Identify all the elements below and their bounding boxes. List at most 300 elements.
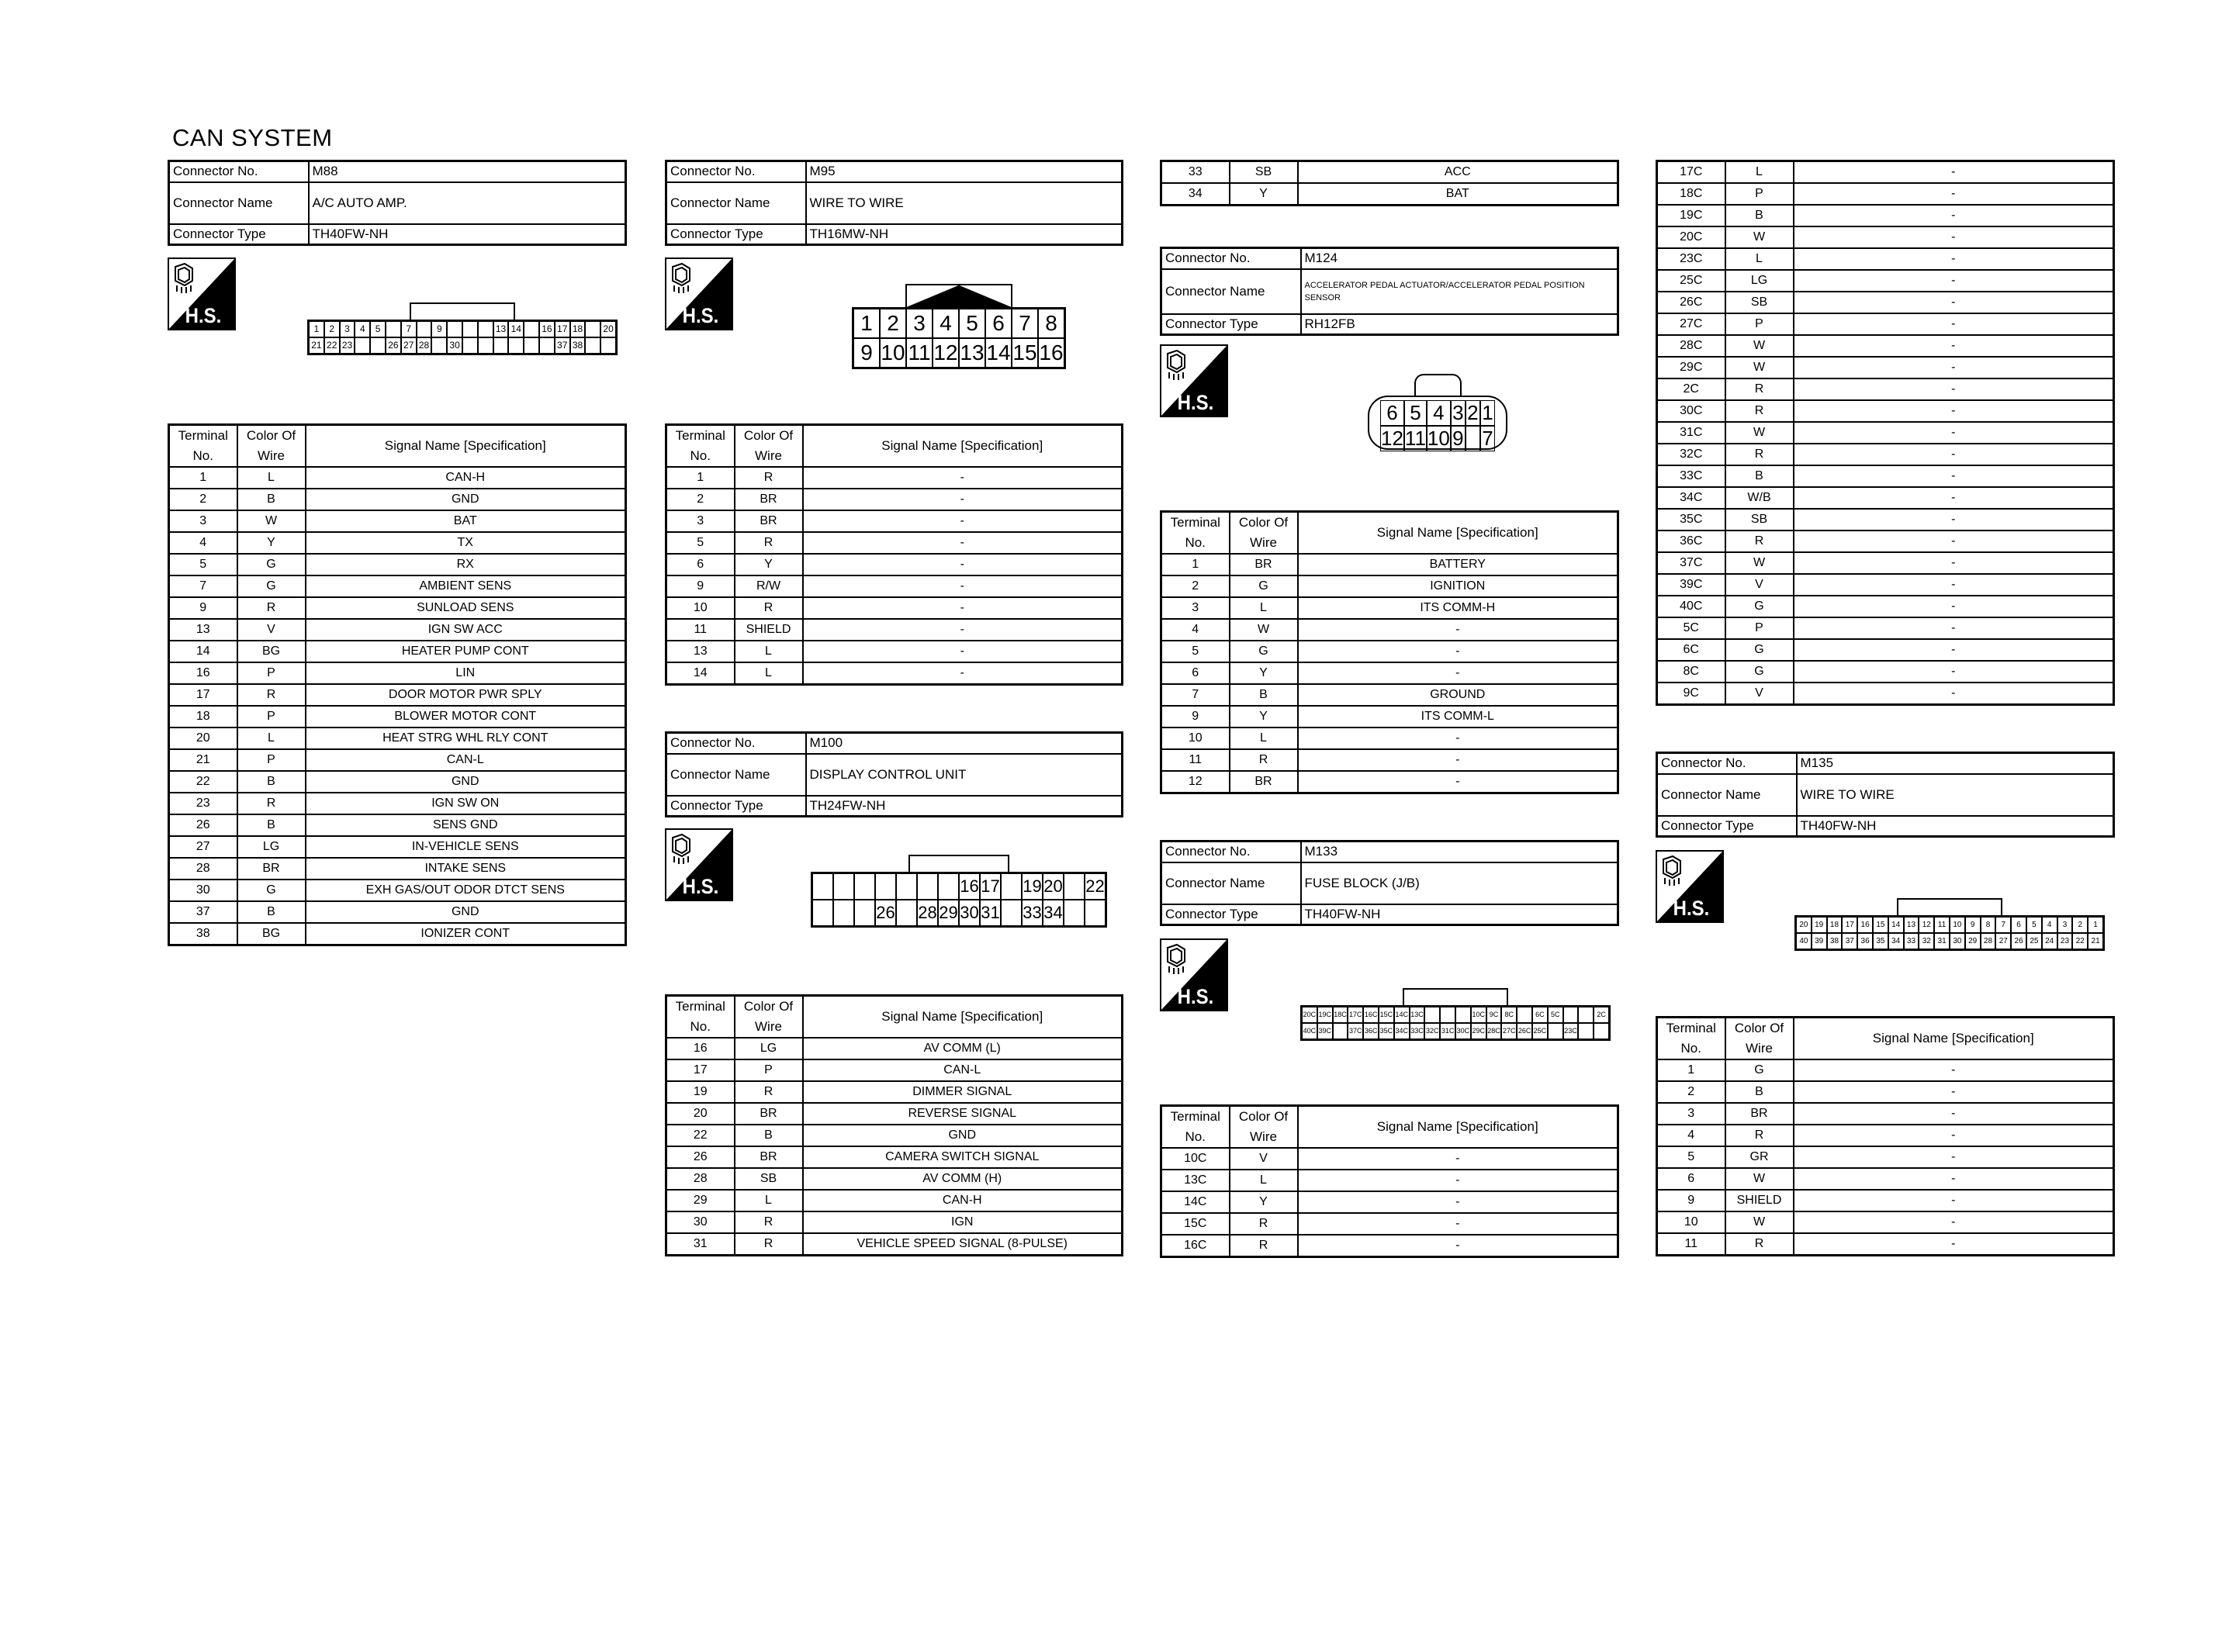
terminal-cavity: 26 bbox=[2011, 933, 2026, 949]
signal-name: BATTERY bbox=[1298, 554, 1618, 575]
connector-type: TH16MW-NH bbox=[806, 224, 1123, 245]
wire-color: Y bbox=[1230, 1191, 1298, 1213]
signal-name: - bbox=[803, 662, 1123, 685]
terminal-no: 40C bbox=[1657, 596, 1725, 617]
signal-name: BLOWER MOTOR CONT bbox=[306, 706, 626, 728]
terminal-cavity bbox=[1064, 900, 1085, 926]
terminal-cavity: 8 bbox=[1038, 309, 1064, 338]
terminal-cavity bbox=[1578, 1007, 1594, 1023]
terminal-no: 5 bbox=[1161, 641, 1230, 662]
signal-name: - bbox=[1794, 552, 2114, 574]
terminal-no: 33C bbox=[1657, 465, 1725, 487]
connector-no: M95 bbox=[806, 161, 1123, 182]
signal-name: - bbox=[1794, 226, 2114, 248]
label-connector-name: Connector Name bbox=[1161, 269, 1301, 314]
signal-name: - bbox=[803, 619, 1123, 641]
terminal-no: 6 bbox=[1657, 1168, 1725, 1190]
terminal-no: 2 bbox=[1657, 1081, 1725, 1103]
signal-name: - bbox=[1794, 574, 2114, 596]
wire-color: BR bbox=[237, 858, 306, 880]
wire-color: P bbox=[1725, 313, 1794, 335]
signal-name: - bbox=[1794, 1233, 2114, 1256]
terminal-cavity: 20 bbox=[1043, 873, 1064, 900]
signal-name: - bbox=[1794, 683, 2114, 705]
wire-color: BR bbox=[735, 510, 803, 532]
terminal-no: 4 bbox=[1657, 1125, 1725, 1146]
signal-name: IONIZER CONT bbox=[306, 923, 626, 945]
terminal-no: 11 bbox=[1657, 1233, 1725, 1256]
connector-no: M100 bbox=[806, 733, 1123, 754]
terminal-no: 12 bbox=[1161, 771, 1230, 793]
signal-name: - bbox=[1794, 378, 2114, 400]
label-connector-name: Connector Name bbox=[169, 182, 309, 224]
header-terminal-no: Terminal No. bbox=[666, 425, 735, 468]
terminal-no: 6C bbox=[1657, 639, 1725, 661]
terminal-cavity: 1 bbox=[1480, 400, 1495, 426]
signal-name: BAT bbox=[1298, 183, 1618, 206]
terminal-no: 7 bbox=[1161, 684, 1230, 706]
terminal-table-m133-continued bbox=[1160, 160, 1619, 206]
terminal-cavity: 19C bbox=[1317, 1007, 1333, 1023]
connector-name: ACCELERATOR PEDAL ACTUATOR/ACCELERATOR PEDAL POSITION SENSOR bbox=[1301, 269, 1618, 314]
table-row bbox=[666, 1038, 1123, 1059]
wire-color: R bbox=[735, 1081, 803, 1103]
terminal-cavity: 5 bbox=[1404, 400, 1427, 426]
wire-color: G bbox=[1230, 575, 1298, 597]
connector-info-m135 bbox=[1656, 752, 2115, 838]
terminal-cavity: 14C bbox=[1394, 1007, 1410, 1023]
table-row bbox=[666, 1081, 1123, 1103]
header-signal-name: Signal Name [Specification] bbox=[803, 996, 1123, 1039]
terminal-cavity: 28 bbox=[417, 337, 432, 354]
terminal-no: 9 bbox=[1161, 706, 1230, 728]
table-row bbox=[1657, 205, 2114, 226]
table-row bbox=[1657, 1081, 2114, 1103]
signal-name: IGN SW ACC bbox=[306, 619, 626, 641]
terminal-cavity-grid bbox=[1300, 1005, 1611, 1041]
terminal-cavity: 19 bbox=[1022, 873, 1043, 900]
terminal-cavity-grid bbox=[307, 320, 618, 355]
terminal-no: 16C bbox=[1161, 1235, 1230, 1257]
wire-color: B bbox=[1725, 1081, 1794, 1103]
table-row bbox=[1161, 161, 1618, 184]
wire-color: R bbox=[237, 597, 306, 619]
terminal-cavity bbox=[1578, 1023, 1594, 1039]
label-connector-no: Connector No. bbox=[1161, 248, 1301, 269]
terminal-cavity: 4 bbox=[933, 309, 959, 338]
terminal-cavity bbox=[1517, 1007, 1532, 1023]
terminal-cavity: 16 bbox=[1038, 338, 1064, 368]
table-row bbox=[1657, 226, 2114, 248]
header-terminal-no: Terminal No. bbox=[666, 996, 735, 1039]
wire-color: B bbox=[237, 489, 306, 510]
signal-name: GND bbox=[306, 771, 626, 793]
terminal-no: 29C bbox=[1657, 357, 1725, 378]
terminal-cavity bbox=[938, 873, 959, 900]
connector-name: WIRE TO WIRE bbox=[806, 182, 1123, 224]
terminal-no: 4 bbox=[169, 532, 237, 554]
table-row bbox=[169, 684, 626, 706]
terminal-no: 9 bbox=[1657, 1190, 1725, 1211]
wire-color: G bbox=[1725, 639, 1794, 661]
wire-color: R bbox=[735, 532, 803, 554]
wire-color: P bbox=[1725, 617, 1794, 639]
terminal-cavity: 14 bbox=[1888, 917, 1904, 933]
table-row bbox=[1657, 444, 2114, 465]
connector-info-m100 bbox=[665, 731, 1123, 817]
table-row bbox=[666, 1125, 1123, 1146]
connector-face-m88 bbox=[307, 302, 618, 355]
signal-name: - bbox=[1794, 183, 2114, 205]
terminal-cavity: 12 bbox=[1381, 427, 1403, 450]
wire-color: V bbox=[1230, 1148, 1298, 1170]
table-row bbox=[666, 554, 1123, 575]
terminal-cavity: 9 bbox=[431, 321, 447, 337]
terminal-cavity: 22 bbox=[1085, 873, 1106, 900]
signal-name: - bbox=[803, 641, 1123, 662]
wire-color: R bbox=[735, 1233, 803, 1256]
signal-name: - bbox=[1298, 1235, 1618, 1257]
table-row bbox=[169, 619, 626, 641]
terminal-cavity: 2C bbox=[1594, 1007, 1609, 1023]
wire-color: P bbox=[1725, 183, 1794, 205]
wire-color: G bbox=[237, 554, 306, 575]
terminal-cavity bbox=[1085, 900, 1106, 926]
terminal-no: 32C bbox=[1657, 444, 1725, 465]
terminal-no: 28 bbox=[169, 858, 237, 880]
wire-color: Y bbox=[735, 554, 803, 575]
header-signal-name: Signal Name [Specification] bbox=[1298, 512, 1618, 555]
wire-color: R bbox=[1725, 1125, 1794, 1146]
terminal-cavity: 1 bbox=[853, 309, 880, 338]
table-row bbox=[1657, 248, 2114, 270]
terminal-cavity: 23 bbox=[2057, 933, 2073, 949]
table-row bbox=[1657, 574, 2114, 596]
wire-color: W bbox=[1725, 1211, 1794, 1233]
terminal-no: 22 bbox=[666, 1125, 735, 1146]
header-wire-color: Color Of Wire bbox=[1230, 512, 1298, 555]
table-row bbox=[169, 793, 626, 814]
signal-name: CAN-L bbox=[803, 1059, 1123, 1081]
terminal-cavity: 15 bbox=[1873, 917, 1888, 933]
signal-name: - bbox=[1298, 1148, 1618, 1170]
wire-color: P bbox=[735, 1059, 803, 1081]
terminal-no: 3 bbox=[1657, 1103, 1725, 1125]
terminal-cavity: 32 bbox=[1919, 933, 1934, 949]
terminal-cavity: 20C bbox=[1302, 1007, 1317, 1023]
wire-color: P bbox=[237, 662, 306, 684]
wire-color: R bbox=[1725, 444, 1794, 465]
wire-color: B bbox=[237, 901, 306, 923]
table-row bbox=[666, 1146, 1123, 1168]
terminal-cavity: 6 bbox=[2011, 917, 2026, 933]
terminal-cavity: 5C bbox=[1548, 1007, 1563, 1023]
table-row bbox=[666, 1190, 1123, 1211]
terminal-cavity: 9 bbox=[1965, 917, 1981, 933]
table-row bbox=[1161, 1170, 1618, 1191]
terminal-cavity: 21 bbox=[2088, 933, 2103, 949]
terminal-cavity: 33 bbox=[1022, 900, 1043, 926]
wire-color: LG bbox=[1725, 270, 1794, 292]
terminal-cavity: 39 bbox=[1812, 933, 1827, 949]
label-connector-no: Connector No. bbox=[1161, 842, 1301, 862]
terminal-cavity bbox=[875, 873, 896, 900]
wire-color: R bbox=[735, 1211, 803, 1233]
terminal-no: 2 bbox=[666, 489, 735, 510]
terminal-cavity: 14 bbox=[508, 321, 524, 337]
label-connector-type: Connector Type bbox=[666, 224, 806, 245]
header-wire-color: Color Of Wire bbox=[1230, 1106, 1298, 1149]
terminal-cavity bbox=[370, 337, 386, 354]
terminal-cavity: 40C bbox=[1302, 1023, 1317, 1039]
terminal-cavity bbox=[447, 321, 462, 337]
terminal-cavity bbox=[431, 337, 447, 354]
terminal-cavity: 36C bbox=[1363, 1023, 1379, 1039]
table-row bbox=[1657, 1168, 2114, 1190]
connector-info-m124 bbox=[1160, 247, 1619, 336]
table-row bbox=[666, 1103, 1123, 1125]
terminal-no: 10C bbox=[1161, 1148, 1230, 1170]
terminal-cavity: 3 bbox=[1451, 400, 1466, 426]
wire-color: GR bbox=[1725, 1146, 1794, 1168]
signal-name: GND bbox=[306, 901, 626, 923]
terminal-no: 26 bbox=[169, 814, 237, 836]
terminal-no: 23 bbox=[169, 793, 237, 814]
terminal-cavity: 25 bbox=[2026, 933, 2042, 949]
wire-color: LG bbox=[237, 836, 306, 858]
wire-color: B bbox=[1725, 465, 1794, 487]
terminal-cavity: 15C bbox=[1379, 1007, 1394, 1023]
header-terminal-no: Terminal No. bbox=[1161, 1106, 1230, 1149]
terminal-no: 2 bbox=[1161, 575, 1230, 597]
terminal-cavity: 18C bbox=[1333, 1007, 1348, 1023]
harness-side-icon bbox=[1160, 344, 1228, 417]
terminal-cavity: 5 bbox=[370, 321, 386, 337]
terminal-cavity: 6C bbox=[1532, 1007, 1548, 1023]
wire-color: R bbox=[1725, 400, 1794, 422]
terminal-cavity: 10C bbox=[1471, 1007, 1486, 1023]
signal-name: GND bbox=[803, 1125, 1123, 1146]
terminal-cavity-grid bbox=[1794, 915, 2105, 951]
terminal-cavity: 36 bbox=[1857, 933, 1873, 949]
signal-name: SUNLOAD SENS bbox=[306, 597, 626, 619]
terminal-cavity bbox=[585, 321, 600, 337]
connector-lock-tab bbox=[1414, 374, 1462, 396]
terminal-no: 4 bbox=[1161, 619, 1230, 641]
terminal-cavity: 11 bbox=[906, 338, 933, 368]
terminal-cavity: 29 bbox=[1965, 933, 1981, 949]
wire-color: G bbox=[1725, 596, 1794, 617]
terminal-no: 1 bbox=[1657, 1059, 1725, 1081]
wire-color: L bbox=[1725, 161, 1794, 184]
table-row bbox=[169, 923, 626, 945]
terminal-no: 1 bbox=[666, 467, 735, 489]
wire-color: L bbox=[237, 467, 306, 489]
connector-type: TH40FW-NH bbox=[1797, 816, 2114, 837]
table-row bbox=[1657, 683, 2114, 705]
wire-color: R bbox=[1230, 1235, 1298, 1257]
terminal-cavity: 26 bbox=[875, 900, 896, 926]
signal-name: - bbox=[1794, 1103, 2114, 1125]
harness-side-icon bbox=[1160, 938, 1228, 1011]
terminal-cavity bbox=[478, 321, 493, 337]
connector-type: TH40FW-NH bbox=[1301, 904, 1618, 925]
terminal-no: 27C bbox=[1657, 313, 1725, 335]
terminal-cavity bbox=[812, 873, 833, 900]
terminal-cavity bbox=[896, 900, 917, 926]
table-row bbox=[1657, 1146, 2114, 1168]
label-connector-no: Connector No. bbox=[1657, 753, 1797, 774]
signal-name: IN-VEHICLE SENS bbox=[306, 836, 626, 858]
terminal-cavity bbox=[854, 873, 875, 900]
table-row bbox=[169, 858, 626, 880]
table-row bbox=[666, 489, 1123, 510]
wire-color: BR bbox=[1230, 554, 1298, 575]
signal-name: - bbox=[803, 554, 1123, 575]
wire-color: R bbox=[1725, 378, 1794, 400]
table-row bbox=[666, 597, 1123, 619]
signal-name: - bbox=[1298, 1170, 1618, 1191]
terminal-cavity: 16 bbox=[539, 321, 555, 337]
terminal-cavity bbox=[478, 337, 493, 354]
header-signal-name: Signal Name [Specification] bbox=[306, 425, 626, 468]
terminal-cavity: 28C bbox=[1486, 1023, 1502, 1039]
terminal-cavity: 18 bbox=[570, 321, 586, 337]
terminal-table-m135 bbox=[1656, 1016, 2115, 1256]
wire-color: SHIELD bbox=[1725, 1190, 1794, 1211]
signal-name: - bbox=[1298, 662, 1618, 684]
terminal-no: 14C bbox=[1161, 1191, 1230, 1213]
terminal-no: 33 bbox=[1161, 161, 1230, 184]
terminal-cavity: 7 bbox=[401, 321, 417, 337]
terminal-cavity: 38 bbox=[1827, 933, 1843, 949]
table-row bbox=[1657, 552, 2114, 574]
table-row bbox=[1657, 509, 2114, 531]
terminal-cavity: 23 bbox=[340, 337, 355, 354]
terminal-cavity-grid bbox=[1368, 396, 1507, 450]
terminal-cavity: 13 bbox=[1904, 917, 1919, 933]
signal-name: - bbox=[1794, 335, 2114, 357]
hs-label: H.S. bbox=[682, 875, 719, 899]
table-row bbox=[1657, 1125, 2114, 1146]
terminal-cavity: 27 bbox=[401, 337, 417, 354]
terminal-cavity: 1 bbox=[2088, 917, 2103, 933]
signal-name: - bbox=[1298, 1191, 1618, 1213]
table-row bbox=[666, 510, 1123, 532]
hs-label: H.S. bbox=[1177, 985, 1214, 1009]
signal-name: TX bbox=[306, 532, 626, 554]
terminal-no: 5 bbox=[1657, 1146, 1725, 1168]
table-row bbox=[1657, 313, 2114, 335]
table-row bbox=[169, 489, 626, 510]
wire-color: Y bbox=[1230, 662, 1298, 684]
signal-name: - bbox=[1794, 465, 2114, 487]
signal-name: - bbox=[1794, 531, 2114, 552]
signal-name: CAN-L bbox=[306, 749, 626, 771]
terminal-cavity bbox=[1594, 1023, 1609, 1039]
terminal-cavity: 26C bbox=[1517, 1023, 1532, 1039]
terminal-cavity bbox=[812, 900, 833, 926]
wire-color: L bbox=[1230, 1170, 1298, 1191]
signal-name: - bbox=[1794, 639, 2114, 661]
wire-color: R bbox=[735, 597, 803, 619]
terminal-no: 10 bbox=[1657, 1211, 1725, 1233]
wire-color: R bbox=[237, 684, 306, 706]
wire-color: V bbox=[237, 619, 306, 641]
wire-color: L bbox=[735, 1190, 803, 1211]
terminal-cavity: 11 bbox=[1934, 917, 1950, 933]
signal-name: ITS COMM-L bbox=[1298, 706, 1618, 728]
table-row bbox=[1657, 1190, 2114, 1211]
terminal-cavity: 17C bbox=[1348, 1007, 1363, 1023]
terminal-no: 1 bbox=[169, 467, 237, 489]
wire-color: R bbox=[1725, 1233, 1794, 1256]
terminal-cavity: 33C bbox=[1410, 1023, 1425, 1039]
terminal-cavity: 15 bbox=[1012, 338, 1038, 368]
terminal-no: 10 bbox=[1161, 728, 1230, 749]
terminal-cavity: 5 bbox=[2026, 917, 2042, 933]
terminal-cavity bbox=[524, 321, 539, 337]
signal-name: DOOR MOTOR PWR SPLY bbox=[306, 684, 626, 706]
table-row bbox=[1657, 531, 2114, 552]
terminal-cavity: 16 bbox=[1857, 917, 1873, 933]
terminal-no: 6 bbox=[666, 554, 735, 575]
wire-color: SB bbox=[1230, 161, 1298, 184]
table-row bbox=[169, 597, 626, 619]
table-row bbox=[1161, 1235, 1618, 1257]
signal-name: - bbox=[1794, 661, 2114, 683]
header-wire-color: Color Of Wire bbox=[1725, 1018, 1794, 1060]
connector-lock-tab bbox=[1897, 898, 2002, 915]
connector-name: A/C AUTO AMP. bbox=[309, 182, 626, 224]
terminal-cavity bbox=[1001, 900, 1022, 926]
label-connector-type: Connector Type bbox=[666, 796, 806, 817]
connector-info-m133 bbox=[1160, 840, 1619, 926]
wire-color: V bbox=[1725, 574, 1794, 596]
terminal-cavity: 13 bbox=[959, 338, 985, 368]
signal-name: AV COMM (L) bbox=[803, 1038, 1123, 1059]
table-row bbox=[169, 749, 626, 771]
terminal-cavity: 7 bbox=[1012, 309, 1038, 338]
signal-name: IGN bbox=[803, 1211, 1123, 1233]
terminal-cavity: 17 bbox=[555, 321, 570, 337]
terminal-cavity: 12 bbox=[933, 338, 959, 368]
signal-name: - bbox=[1794, 1059, 2114, 1081]
terminal-cavity: 9 bbox=[853, 338, 880, 368]
signal-name: - bbox=[1794, 248, 2114, 270]
signal-name: - bbox=[1794, 205, 2114, 226]
signal-name: - bbox=[1794, 400, 2114, 422]
terminal-cavity bbox=[600, 337, 616, 354]
signal-name: - bbox=[803, 467, 1123, 489]
terminal-cavity: 30 bbox=[959, 900, 980, 926]
table-row bbox=[1161, 771, 1618, 793]
wire-color: B bbox=[1230, 684, 1298, 706]
terminal-cavity-grid bbox=[811, 872, 1107, 928]
table-row bbox=[1657, 292, 2114, 313]
hs-label: H.S. bbox=[1177, 391, 1214, 415]
table-row bbox=[1161, 749, 1618, 771]
terminal-cavity: 16 bbox=[959, 873, 980, 900]
label-connector-name: Connector Name bbox=[666, 754, 806, 796]
signal-name: GROUND bbox=[1298, 684, 1618, 706]
terminal-cavity: 37 bbox=[555, 337, 570, 354]
terminal-no: 14 bbox=[666, 662, 735, 685]
wire-color: W bbox=[1725, 1168, 1794, 1190]
label-connector-type: Connector Type bbox=[1161, 904, 1301, 925]
wire-color: BG bbox=[237, 641, 306, 662]
wire-color: W bbox=[1230, 619, 1298, 641]
